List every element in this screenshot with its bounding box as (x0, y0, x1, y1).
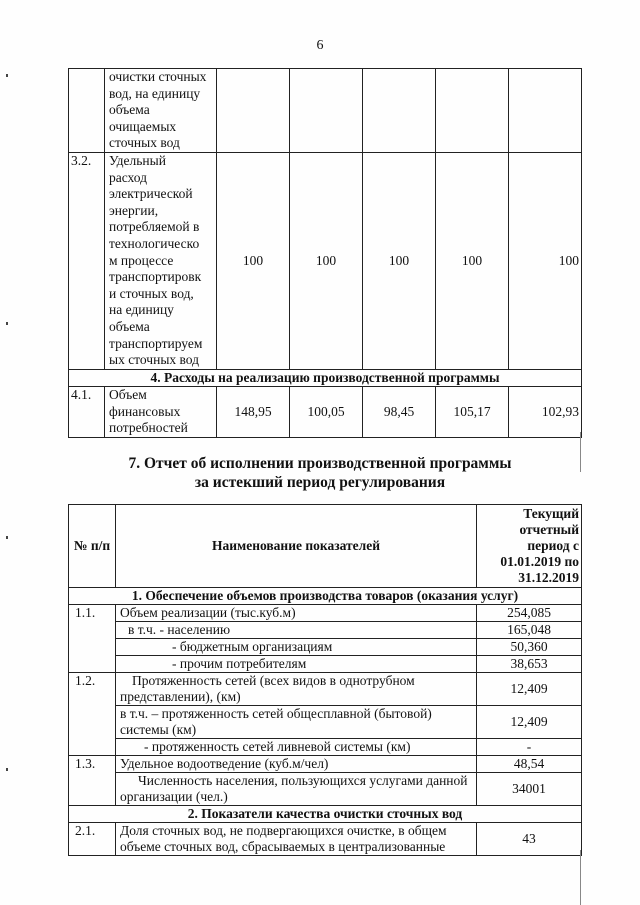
table-row (69, 69, 582, 153)
indicator-name: Удельный расход электрической энергии, потребляемой в технологическо м процессе транспортировк и сточных вод, на единицу объема транспортируем ых сточных вод (105, 152, 217, 369)
indicator-name: в т.ч. – протяженность сетей общесплавной (бытовой) системы (км) (116, 706, 477, 739)
table-row (69, 387, 582, 438)
scan-line (580, 850, 581, 905)
value-cell: 38,653 (477, 656, 582, 673)
value-cell: 100 (290, 152, 363, 369)
row-number: 1.1. (69, 605, 116, 622)
table-row (69, 773, 582, 806)
indicator-name-continuation: очистки сточных вод, на единицу объема очищаемых сточных вод (105, 69, 217, 153)
section-title: 4. Расходы на реализацию производственной программы (69, 369, 582, 387)
indicator-name: Объем финансовых потребностей (105, 387, 217, 438)
scan-mark (6, 536, 8, 539)
table-row (69, 656, 582, 673)
value-cell: 100 (436, 152, 509, 369)
value-cell: 100 (509, 152, 582, 369)
indicator-name: Объем реализации (тыс.куб.м) (116, 605, 477, 622)
table-row (69, 739, 582, 756)
indicator-name: Численность населения, пользующихся услугами данной организации (чел.) (116, 773, 477, 806)
page-number: 6 (316, 38, 324, 53)
header-row (69, 505, 582, 588)
section-heading: 7. Отчет об исполнении производственной программы за истекший период регулирования (128, 455, 512, 491)
indicator-name: в т.ч. - населению (116, 622, 477, 639)
table-row (69, 673, 582, 706)
table-row (69, 756, 582, 773)
section-title: 2. Показатели качества очистки сточных вод (69, 806, 582, 823)
scan-mark (6, 322, 8, 325)
value-cell: 50,360 (477, 639, 582, 656)
table-row (69, 622, 582, 639)
value-cell: 34001 (477, 773, 582, 806)
col-name-header: Наименование показателей (116, 505, 477, 588)
value-cell: 100 (363, 152, 436, 369)
scan-mark (6, 74, 8, 77)
value-cell: 100 (217, 152, 290, 369)
indicator-name: Протяженность сетей (всех видов в однотрубном представлении), (км) (116, 673, 477, 706)
table-row (69, 706, 582, 739)
value-cell: 165,048 (477, 622, 582, 639)
value-cell: 100,05 (290, 387, 363, 438)
indicator-name: Доля сточных вод, не подвергающихся очистке, в общем объеме сточных вод, сбрасываемых в централизованные (116, 823, 477, 856)
report-table (68, 504, 582, 856)
row-number: 4.1. (69, 387, 105, 438)
value-cell: 102,93 (509, 387, 582, 438)
value-cell: 98,45 (363, 387, 436, 438)
indicator-name: - протяженность сетей ливневой системы (км) (116, 739, 477, 756)
section-title: 1. Обеспечение объемов производства товаров (оказания услуг) (69, 588, 582, 605)
indicator-name: Удельное водоотведение (куб.м/чел) (116, 756, 477, 773)
col-number-header: № п/п (69, 505, 116, 588)
table-row (69, 605, 582, 622)
scan-line (580, 432, 581, 472)
section-row (69, 588, 582, 605)
value-cell: 48,54 (477, 756, 582, 773)
value-cell: 105,17 (436, 387, 509, 438)
indicator-name: - прочим потребителям (116, 656, 477, 673)
value-cell: 12,409 (477, 706, 582, 739)
value-cell: 43 (477, 823, 582, 856)
row-number: 2.1. (69, 823, 116, 856)
table-row (69, 823, 582, 856)
value-cell: 254,085 (477, 605, 582, 622)
indicator-name: - бюджетным организациям (116, 639, 477, 656)
section-row (69, 369, 582, 387)
row-number: 1.3. (69, 756, 116, 773)
col-period-header: Текущий отчетный период с 01.01.2019 по 31.12.2019 (477, 505, 582, 588)
indicators-table (68, 68, 582, 438)
row-number: 1.2. (69, 673, 116, 706)
section-row (69, 806, 582, 823)
table-row (69, 152, 582, 369)
value-cell: 12,409 (477, 673, 582, 706)
value-cell: 148,95 (217, 387, 290, 438)
table-row (69, 639, 582, 656)
scan-mark (6, 768, 8, 771)
row-number: 3.2. (69, 152, 105, 369)
value-cell: - (477, 739, 582, 756)
